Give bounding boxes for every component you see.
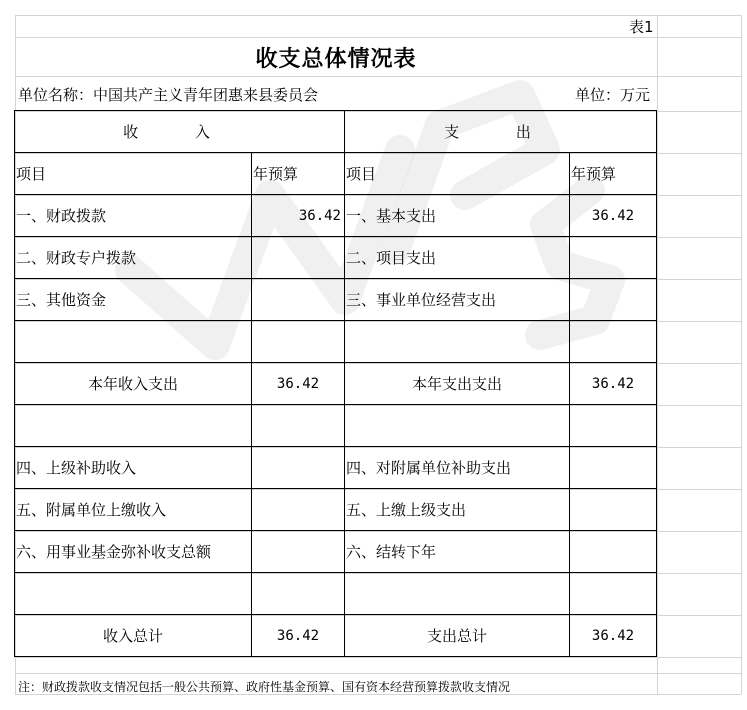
- expense-value: [569, 530, 657, 573]
- empty-cell: [14, 320, 252, 363]
- expense-col-item: 项目: [344, 152, 570, 195]
- income-col-budget: 年预算: [251, 152, 345, 195]
- table-number: 表1: [629, 18, 654, 36]
- income-col-item: 项目: [14, 152, 252, 195]
- expense-header: 支 出: [344, 110, 657, 153]
- unit-label: 单位：万元: [575, 86, 651, 104]
- total-income-label: 收入总计: [14, 614, 252, 657]
- income-item: 二、财政专户拨款: [14, 236, 252, 279]
- total-expense-value: 36.42: [569, 614, 657, 657]
- expense-value: [569, 236, 657, 279]
- income-item: 一、财政拨款: [14, 194, 252, 237]
- empty-cell: [344, 320, 570, 363]
- footnote: 注：财政拨款收支情况包括一般公共预算、政府性基金预算、国有资本经营预算拨款收支情况: [18, 680, 511, 694]
- income-value: [251, 236, 345, 279]
- year-expense-value: 36.42: [569, 362, 657, 405]
- empty-cell: [251, 404, 345, 447]
- total-expense-label: 支出总计: [344, 614, 570, 657]
- grid-vline: [657, 15, 658, 694]
- expense-item: 六、结转下年: [344, 530, 570, 573]
- unit-name: 单位名称：中国共产主义青年团惠来县委员会: [18, 86, 319, 104]
- empty-cell: [344, 404, 570, 447]
- expense-item: 一、基本支出: [344, 194, 570, 237]
- empty-cell: [14, 572, 252, 615]
- expense-value: [569, 446, 657, 489]
- year-income-label: 本年收入支出: [14, 362, 252, 405]
- expense-item: 三、事业单位经营支出: [344, 278, 570, 321]
- grid-hline: [15, 673, 741, 674]
- income-header: 收 入: [14, 110, 345, 153]
- empty-cell: [569, 320, 657, 363]
- income-value: [251, 530, 345, 573]
- income-value: 36.42: [251, 194, 345, 237]
- expense-item: 二、项目支出: [344, 236, 570, 279]
- income-item: 五、附属单位上缴收入: [14, 488, 252, 531]
- year-income-value: 36.42: [251, 362, 345, 405]
- expense-value: [569, 488, 657, 531]
- grid-vline: [741, 15, 742, 694]
- income-value: [251, 278, 345, 321]
- empty-cell: [569, 404, 657, 447]
- expense-value: [569, 278, 657, 321]
- empty-cell: [251, 320, 345, 363]
- expense-item: 五、上缴上级支出: [344, 488, 570, 531]
- expense-item: 四、对附属单位补助支出: [344, 446, 570, 489]
- income-item: 四、上级补助收入: [14, 446, 252, 489]
- income-value: [251, 488, 345, 531]
- income-item: 三、其他资金: [14, 278, 252, 321]
- income-value: [251, 446, 345, 489]
- expense-value: 36.42: [569, 194, 657, 237]
- grid-hline: [15, 657, 741, 658]
- grid-hline: [15, 15, 741, 16]
- expense-col-budget: 年预算: [569, 152, 657, 195]
- grid-hline: [15, 76, 741, 77]
- year-expense-label: 本年支出支出: [344, 362, 570, 405]
- total-income-value: 36.42: [251, 614, 345, 657]
- page-title: 收支总体情况表: [255, 46, 417, 72]
- income-item: 六、用事业基金弥补收支总额: [14, 530, 252, 573]
- empty-cell: [569, 572, 657, 615]
- empty-cell: [344, 572, 570, 615]
- empty-cell: [251, 572, 345, 615]
- empty-cell: [14, 404, 252, 447]
